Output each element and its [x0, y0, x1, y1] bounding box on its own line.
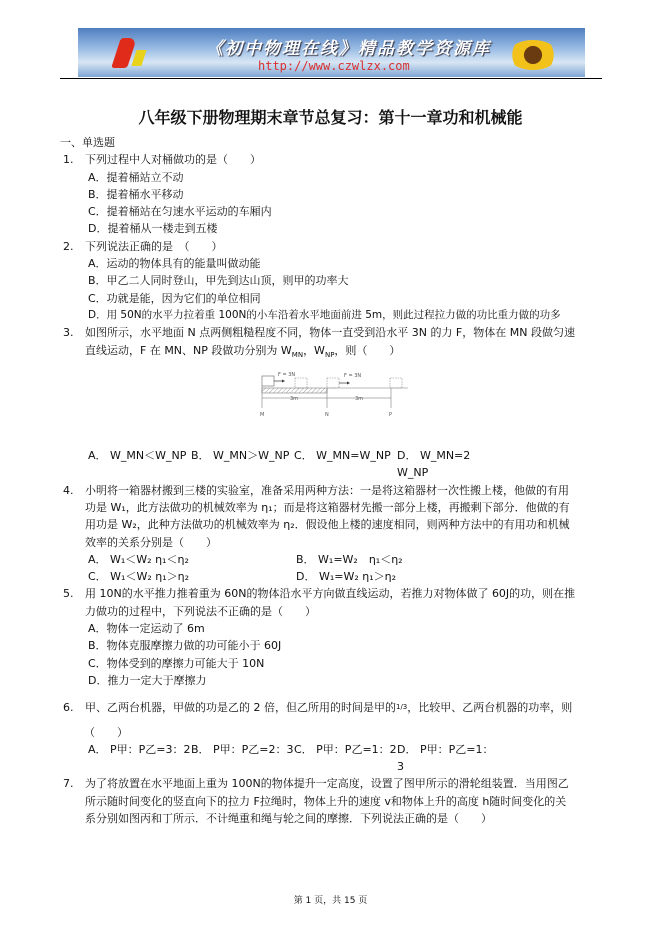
force-diagram [60, 364, 605, 447]
question-text: 甲、乙两台机器，甲做的功是乙的 2 倍，但乙所用的时间是甲的 [85, 701, 396, 715]
distance-label: 3m [290, 396, 299, 403]
option: A． W_MN＜W_NP [88, 449, 187, 463]
subscript: MN [291, 350, 304, 359]
section-heading: 一、单选题 [60, 136, 115, 149]
question-1 [60, 151, 605, 168]
option: D． P甲：P乙=1：3 [397, 742, 494, 774]
option: C．物体受到的摩擦力可能大于 10N [88, 656, 265, 670]
option: A．运动的物体具有的能量叫做动能 [88, 257, 261, 271]
question-text: 效率的关系分别是（ ） [85, 535, 217, 549]
question-5 [60, 585, 605, 620]
page-title: 八年级下册物理期末章节总复习：第十一章功和机械能 [138, 108, 523, 127]
question-text: ，比较甲、乙两台机器的功率，则 [407, 701, 573, 715]
question-text: 下列说法正确的是 （ ） [85, 239, 223, 253]
question-text: 如图所示，水平地面 N 点两侧粗糙程度不同，物体一直受到沿水平 3N 的力 F，物体在 MN 段做匀速 [85, 326, 575, 340]
question-number: 2. [63, 239, 74, 253]
question-text: 力做功的过程中，下列说法不正确的是（ ） [85, 604, 316, 618]
question-text: ，则（ ） [334, 343, 401, 357]
banner-url: http://www.czwlzx.com [258, 59, 410, 73]
options-row [60, 447, 605, 482]
option: D． W_MN=2 W_NP [397, 449, 471, 480]
option: A．提着桶站立不动 [88, 170, 184, 184]
option: A． W₁＜W₂ η₁＜η₂ [88, 552, 189, 566]
options-row [60, 741, 605, 776]
force-label: F = 3N [344, 373, 362, 380]
question-text: 用功是 W₂，此种方法做功的机械效率为 η₂．假设他上楼的速度相同，则两种方法中的有用功和机械 [85, 518, 570, 532]
option: A．物体一定运动了 6m [88, 622, 205, 636]
subscript: NP [324, 350, 335, 359]
option: D．推力一定大于摩擦力 [88, 673, 207, 687]
option: C． W₁＜W₂ η₁＞η₂ [88, 570, 190, 584]
answer-paren: （ ） [84, 725, 128, 739]
option: C．功就是能，因为它们的单位相同 [88, 291, 261, 305]
option: B． W_MN＞W_NP [191, 449, 290, 463]
option: B． W₁=W₂ η₁＜η₂ [296, 552, 403, 566]
option: B．甲乙二人同时登山，甲先到达山顶，则甲的功率大 [88, 274, 349, 288]
option: D． W₁=W₂ η₁＞η₂ [296, 570, 397, 584]
question-number: 1. [63, 153, 74, 167]
question-text: 直线运动，F 在 MN、NP 段做功分别为 W [85, 343, 292, 357]
question-4 [60, 482, 605, 551]
question-text: 下列过程中人对桶做功的是（ ） [85, 153, 261, 167]
question-text: 功是 W₁，此方法做功的机械效率为 η₁；而是将这箱器材先搬一部分上楼，再搬剩下部分．他做的有 [85, 500, 570, 514]
option: B．物体克服摩擦力做的功可能小于 60J [88, 639, 282, 653]
question-text: 小明将一箱器材搬到三楼的实验室，准备采用两种方法：一是将这箱器材一次性搬上楼，他做的有用 [85, 483, 569, 497]
question-number: 3. [63, 326, 74, 340]
question-number: 4. [63, 483, 74, 497]
option: B． P甲：P乙=2：3 [191, 742, 294, 756]
options-row [60, 568, 605, 585]
question-text: 为了将放置在水平地面上重为 100N的物体提升一定高度，设置了图甲所示的滑轮组装置．当用图乙 [85, 777, 569, 791]
point-label-m: M [260, 412, 265, 419]
options-row [60, 551, 605, 568]
distance-label: 3m [355, 396, 364, 403]
question-number: 6. [63, 701, 74, 715]
banner-title: 《初中物理在线》精品教学资源库 [206, 39, 491, 59]
question-number: 7. [63, 777, 74, 791]
fraction: 1/3 [396, 703, 408, 712]
logo-accent-icon [131, 50, 146, 66]
question-text: 用 10N的水平推力推着重为 60N的物体沿水平方向做直线运动，若推力对物体做了 60J的功，则在推 [85, 587, 576, 601]
option: C．提着桶站在匀速水平运动的车厢内 [88, 205, 272, 219]
header-banner [78, 28, 585, 77]
question-6 [60, 699, 605, 716]
option: B．提着桶水平移动 [88, 187, 184, 201]
question-text: ，W [303, 343, 325, 357]
sunflower-icon [508, 40, 558, 70]
option: D．用 50N的水平力拉着重 100N的小车沿着水平地面前进 5m，则此过程拉力做的功比重力做的功多 [88, 308, 561, 321]
point-label-p: P [389, 412, 393, 419]
question-2 [60, 238, 605, 255]
question-7 [60, 775, 605, 827]
question-text: 所示随时间变化的竖直向下的拉力 F拉绳时，物体上升的速度 v和物体上升的高度 h随时间变化的关 [85, 794, 567, 808]
option: D．提着桶从一楼走到五楼 [88, 222, 218, 236]
option: A． P甲：P乙=3：2 [88, 742, 191, 756]
option: C． W_MN=W_NP [294, 449, 391, 463]
option: C． P甲：P乙=1：2 [294, 742, 397, 756]
question-3 [60, 324, 605, 364]
force-label: F = 3N [278, 372, 296, 379]
point-label-n: N [325, 412, 329, 419]
questions [60, 134, 605, 827]
page-footer: 第 1 页，共 15 页 [293, 896, 368, 906]
header-rule [60, 78, 602, 79]
question-text: 系分别如图丙和丁所示．不计绳重和绳与轮之间的摩擦．下列说法正确的是（ ） [85, 811, 492, 825]
question-number: 5. [63, 587, 74, 601]
